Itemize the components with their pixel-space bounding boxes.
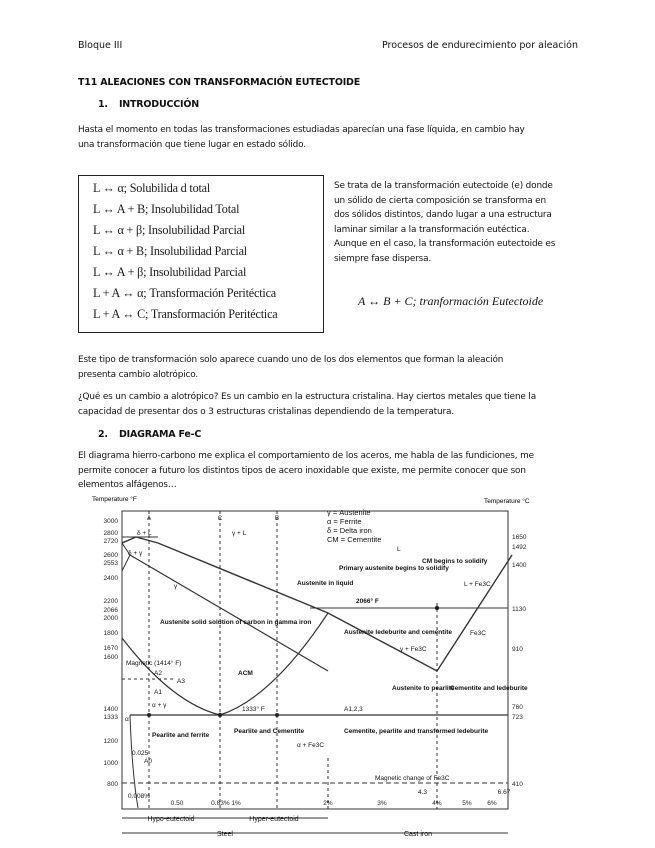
- left-tick: 2600: [103, 552, 118, 559]
- right-tick: 1130: [512, 606, 526, 613]
- subheading-number: 2.: [98, 429, 108, 440]
- left-tick: 2000: [103, 615, 118, 622]
- question-paragraph: [78, 390, 583, 419]
- label-cm-begins: CM begins to solidify: [422, 558, 488, 565]
- right-axis-title: Temperature °C: [484, 498, 530, 505]
- marker-letter: C: [217, 515, 223, 522]
- left-tick: 2200: [103, 598, 118, 605]
- left-tick: 1000: [103, 760, 118, 767]
- formula-line: L + A ↔ α; Transformación Peritéctica: [93, 286, 276, 300]
- left-tick: 2400: [103, 575, 118, 582]
- paragraph-line: permite conocer a futuro los distintos tipos de acero inoxidable que existe, me permite conocer que son: [78, 465, 526, 476]
- fe-c-phase-diagram: [92, 493, 532, 841]
- label-cementite-ledeburite: Cementite and ledeburite: [450, 685, 528, 692]
- formula-line: L ↔ A + β; Insolubilidad Parcial: [93, 265, 247, 279]
- label-0008: 0.008%: [128, 793, 151, 800]
- label-cementite-pearlite: Cementite, pearlite and transformed ledeburite: [344, 728, 489, 735]
- label-eutectic-temp: 2066° F: [356, 598, 379, 605]
- label-a3: A3: [177, 678, 185, 685]
- label-austenite-ledeburite: Austenite ledeburite and cementite: [344, 629, 452, 636]
- left-tick: 3000: [103, 518, 118, 525]
- label-hypo: Hypo-eutectoid: [147, 816, 195, 823]
- bottom-tick: 5%: [462, 800, 472, 807]
- acm-curve: [220, 613, 328, 715]
- paragraph-line: capacidad de presentar dos o 3 estructuras cristalinas dependiendo de la temperatura.: [78, 406, 454, 417]
- left-tick: 1670: [103, 645, 118, 652]
- header-right: Procesos de endurecimiento por aleación: [382, 40, 578, 51]
- paragraph-line: siempre fase dispersa.: [334, 253, 432, 264]
- paragraph-line: Este tipo de transformación solo aparece cuando uno de los dos elementos que forman la aleación: [78, 355, 504, 365]
- label-alpha-fe3c: α + Fe3C: [297, 742, 325, 749]
- label-pearlite-cementite: Pearlite and Cementite: [234, 728, 305, 735]
- bottom-tick: 0.50: [170, 800, 184, 807]
- left-tick: 1600: [103, 654, 118, 661]
- paragraph-line: un sólido de cierta composición se transforma en: [334, 195, 546, 206]
- label-austenite-solid: Austenite solid solution of carbon in gamma iron: [160, 619, 312, 626]
- right-tick: 760: [512, 704, 523, 711]
- label-hyper: Hyper-eutectoid: [249, 816, 299, 823]
- delta-boundary: [122, 543, 130, 571]
- paragraph-line: laminar similar a la transformación eutéctica.: [334, 224, 530, 235]
- right-tick: 1400: [512, 562, 527, 569]
- legend-item: γ = Austenite: [327, 508, 371, 517]
- section-title: T11 ALEACIONES CON TRANSFORMACIÓN EUTECTOIDE: [78, 77, 361, 88]
- legend-item: α = Ferrite: [327, 517, 362, 526]
- left-tick: 2720: [103, 538, 118, 545]
- right-tick: 1650: [512, 534, 527, 541]
- label-steel: Steel: [217, 831, 233, 838]
- label-delta-liquid: δ + L: [137, 530, 152, 537]
- paragraph-line: El diagrama hierro-carbono me explica el comportamiento de los aceros, me habla de las fundiciones, me: [78, 451, 534, 461]
- bottom-tick: 4%: [432, 800, 442, 807]
- left-tick: 2553: [103, 560, 118, 567]
- formula-box: [78, 175, 324, 333]
- left-tick: 1333: [103, 714, 118, 721]
- subheading-introduccion: [98, 99, 199, 110]
- eutectoid-formula: A ↔ B + C; tranformación Eutectoide: [358, 294, 544, 308]
- formula-line: L ↔ α + β; Insolubilidad Parcial: [93, 223, 246, 237]
- a3-curve: [122, 638, 220, 715]
- label-acm: ACM: [238, 670, 253, 677]
- label-fe3c: Fe3C: [470, 630, 486, 637]
- formula-line: L ↔ A + B; Insolubilidad Total: [93, 202, 240, 216]
- label-pearlite-ferrite: Pearlite and ferrite: [152, 732, 210, 739]
- label-alpha: α: [125, 716, 129, 723]
- formula-line: L ↔ α; Solubilida d total: [93, 181, 211, 195]
- bottom-tick: 3%: [377, 800, 387, 807]
- label-a1: A1: [154, 689, 162, 696]
- label-0025: 0.025: [132, 750, 149, 757]
- paragraph-line: Se trata de la transformación eutectoide (e) donde: [334, 181, 553, 191]
- marker-point-a: [147, 713, 151, 717]
- label-magnetic-change: Magnetic change of Fe3C: [375, 775, 450, 782]
- label-a2: A2: [154, 670, 162, 677]
- legend-item: CM = Cementite: [327, 535, 382, 544]
- paragraph-line: Hasta el momento en todas las transformaciones estudiadas aparecían una fase líquida, en cambio hay: [78, 125, 525, 135]
- label-a0: A0: [144, 758, 152, 765]
- diagram-paragraph: [78, 449, 583, 493]
- label-primary-austenite: Primary austenite begins to solidify: [339, 565, 449, 572]
- label-delta-gamma: δ + γ: [128, 550, 143, 557]
- marker-point-b: [275, 713, 279, 717]
- subheading-label: INTRODUCCIÓN: [118, 99, 199, 110]
- label-cast-iron: Cast iron: [403, 831, 433, 838]
- paragraph-line: elementos alfágenos…: [78, 480, 177, 490]
- left-tick: 1800: [103, 630, 118, 637]
- paragraph-line: dos sólidos distintos, dando lugar a una estructura: [334, 210, 552, 220]
- marker-letter: A: [146, 515, 152, 522]
- label-gamma-liquid: γ + L: [232, 530, 247, 537]
- alotropic-paragraph: [78, 353, 583, 382]
- label-alpha-gamma: α + γ: [152, 702, 167, 709]
- left-tick: 1200: [103, 738, 118, 745]
- subheading-label: DIAGRAMA Fe-C: [118, 429, 202, 440]
- subheading-diagrama: [98, 429, 201, 440]
- right-tick: 910: [512, 646, 523, 653]
- formula-line: L + A ↔ C; Transformación Peritéctica: [93, 307, 278, 321]
- label-magnetic: Magnetic (1414° F): [126, 660, 182, 667]
- legend-item: δ = Delta iron: [327, 526, 372, 535]
- left-tick: 1400: [103, 706, 118, 713]
- marker-letter: B: [274, 515, 280, 522]
- header-left: Bloque III: [78, 40, 123, 51]
- label-austenite-liquid: Austenite in liquid: [297, 580, 354, 587]
- bottom-tick: 6.67: [497, 789, 511, 796]
- intro-paragraph: [78, 123, 583, 152]
- label-val-43: 4.3: [418, 789, 428, 796]
- paragraph-line: Aunque en el caso, la transformación eutectoide es: [334, 239, 556, 249]
- right-tick: 410: [512, 781, 523, 788]
- eutectoid-point: [218, 713, 222, 717]
- paragraph-line: una transformación que tiene lugar en estado sólido.: [78, 139, 306, 150]
- bottom-tick: 2%: [323, 800, 333, 807]
- formula-line: L ↔ α + B; Insolubilidad Parcial: [93, 244, 247, 258]
- bottom-tick: 0.83% 1%: [211, 800, 241, 807]
- label-gamma: γ: [174, 583, 178, 590]
- right-tick: 1492: [512, 544, 527, 551]
- left-axis-title: Temperature °F: [92, 496, 137, 503]
- label-liquid: L: [397, 546, 401, 553]
- label-gamma-fe3c: γ + Fe3C: [400, 646, 427, 653]
- eutectic-point: [435, 606, 439, 610]
- left-tick: 2800: [103, 530, 118, 537]
- left-tick: 800: [107, 781, 118, 788]
- side-paragraph: [334, 179, 584, 266]
- label-l-fe3c: L + Fe3C: [464, 581, 491, 588]
- paragraph-line: presenta cambio alotrópico.: [78, 369, 199, 380]
- label-a123: A1,2,3: [344, 706, 363, 713]
- label-temp-1333: 1333° F: [242, 706, 265, 713]
- right-tick: 723: [512, 714, 523, 721]
- label-austenite-pearlite: Austenite to pearlite: [392, 685, 455, 692]
- bottom-tick: 6%: [487, 800, 497, 807]
- left-tick: 2066: [103, 607, 118, 614]
- subheading-number: 1.: [98, 99, 108, 110]
- paragraph-line: ¿Qué es un cambio a alotrópico? Es un cambio en la estructura cristalina. Hay ciertos metales que tiene la: [78, 392, 537, 402]
